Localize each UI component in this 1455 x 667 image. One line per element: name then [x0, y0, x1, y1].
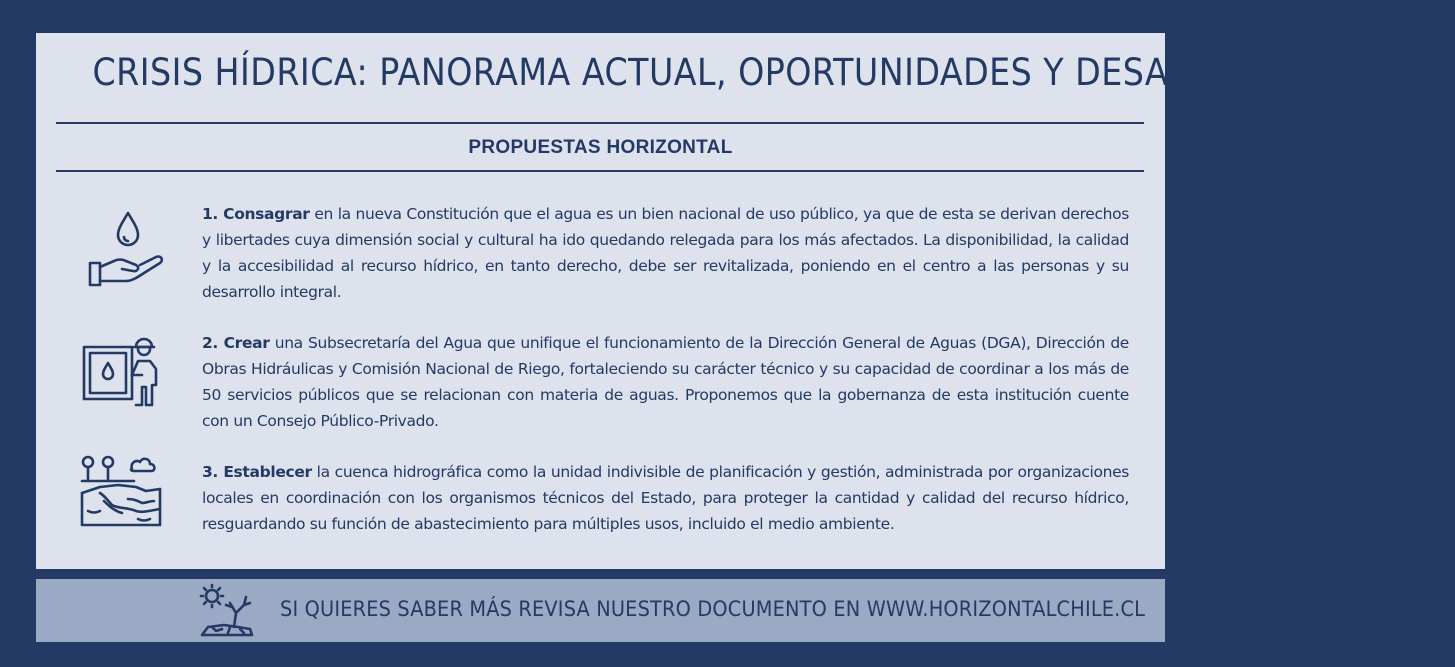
- subtitle-divider: [56, 170, 1144, 172]
- proposal-text-1: [202, 201, 1129, 305]
- footer-link-text[interactable]: SI QUIERES SABER MÁS REVISA NUESTRO DOCUMENTO EN WWW.HORIZONTALCHILE.CL: [280, 597, 1146, 621]
- proposal-text-2: [202, 330, 1129, 434]
- footer-banner: [36, 579, 1165, 642]
- proposal-body-2: una Subsecretaría del Agua que unifique el funcionamiento de la Dirección General de Aguas (DGA), Dirección de Obras Hidráulicas y Comisión Nacional de Riego, fortaleciendo su carácter técnico y su capacidad de coordinar a los más de 50 servicios públicos que se relacionan con materia de aguas. Proponemos que la gobernanza de esta institución cuente con un Consejo Público-Privado.: [202, 334, 1129, 430]
- page-title: CRISIS HÍDRICA: PANORAMA ACTUAL, OPORTUNIDADES Y DESAFÍOS PARA CHILE: [92, 51, 1455, 94]
- title-divider: [56, 122, 1144, 124]
- hand-water-drop-icon: [78, 207, 168, 287]
- proposal-lead-2: 2. Crear: [202, 334, 270, 352]
- worker-water-panel-icon: [78, 335, 168, 415]
- proposal-lead-3: 3. Establecer: [202, 463, 312, 481]
- proposal-text-3: [202, 459, 1129, 537]
- section-subtitle: PROPUESTAS HORIZONTAL: [468, 137, 733, 158]
- proposal-lead-1: 1. Consagrar: [202, 205, 310, 223]
- content-panel: [36, 33, 1455, 569]
- proposal-body-3: la cuenca hidrográfica como la unidad indivisible de planificación y gestión, administrada por organizaciones locales en coordinación con los organismos técnicos del Estado, para proteger la cantidad y calidad del recurso hídrico, resguardando su función de abastecimiento para múltiples usos, incluido el medio ambiente.: [202, 463, 1130, 533]
- drought-sun-dry-tree-icon: [198, 583, 254, 639]
- proposal-body-1: en la nueva Constitución que el agua es un bien nacional de uso público, ya que de esta se derivan derechos y libertades cuya dimensión social y cultural ha ido quedando relegada para los más afectados. La disponibilidad, la calidad y la accesibilidad al recurso hídrico, en tanto derecho, debe ser revitalizada, poniendo en el centro a las personas y su desarrollo integral.: [202, 205, 1129, 301]
- river-basin-landscape-icon: [78, 453, 168, 533]
